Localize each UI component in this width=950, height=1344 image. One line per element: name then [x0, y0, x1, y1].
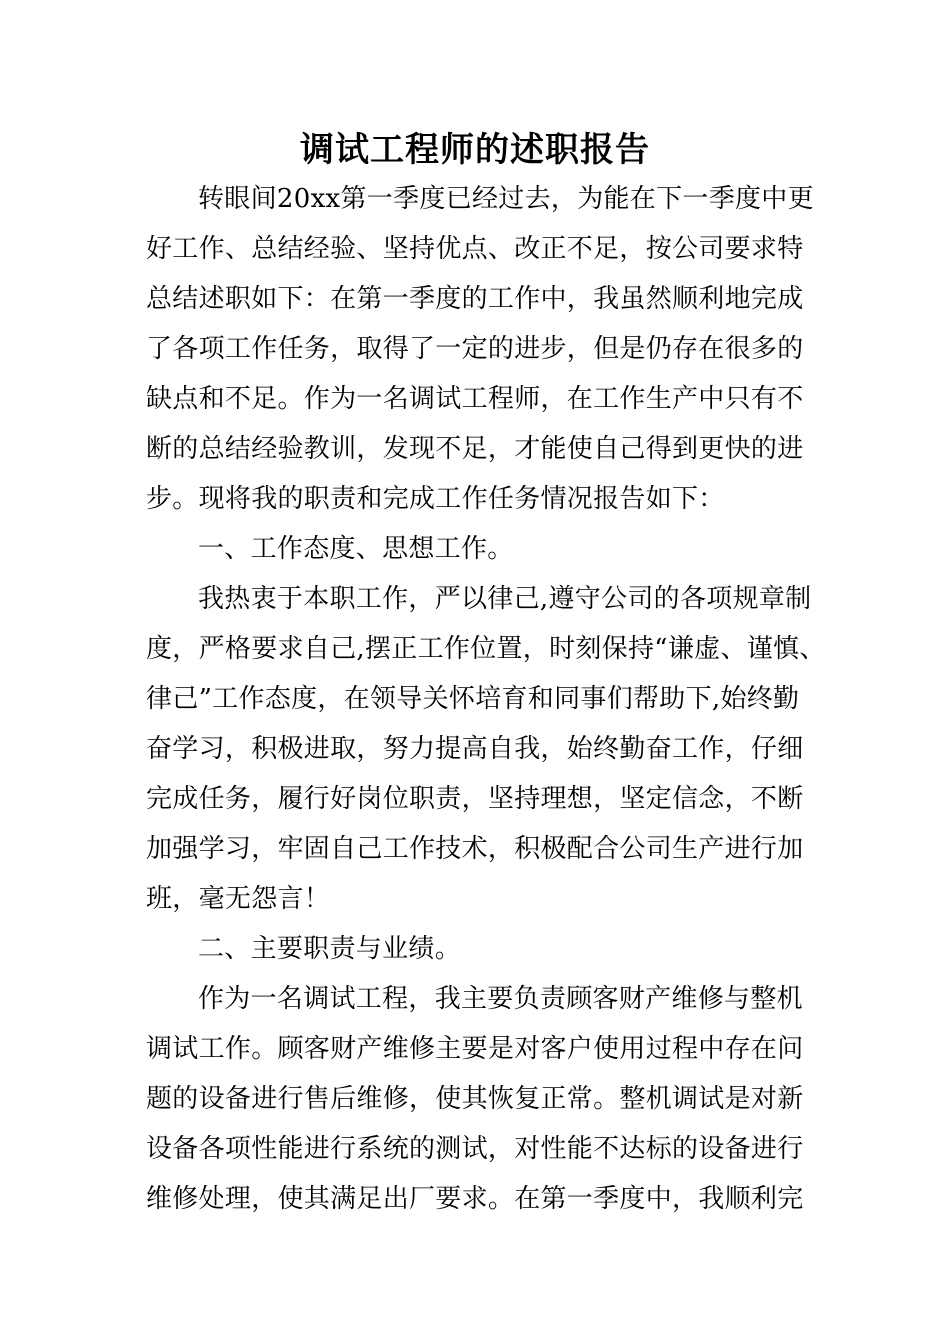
paragraph-line: 我热衷于本职工作，严以律己,遵守公司的各项规章制 — [198, 584, 812, 614]
paragraph-line: 奋学习，积极进取，努力提高自我，始终勤奋工作，仔细 — [146, 734, 804, 764]
paragraph-line: 总结述职如下：在第一季度的工作中，我虽然顺利地完成 — [146, 284, 804, 314]
document-title: 调试工程师的述职报告 — [300, 130, 650, 170]
paragraph-line: 维修处理，使其满足出厂要求。在第一季度中，我顺利完 — [146, 1184, 804, 1214]
section-heading: 二、主要职责与业绩。 — [198, 934, 462, 964]
paragraph-line: 设备各项性能进行系统的测试，对性能不达标的设备进行 — [146, 1134, 804, 1164]
section-heading: 一、工作态度、思想工作。 — [198, 534, 514, 564]
paragraph-line: 了各项工作任务，取得了一定的进步，但是仍存在很多的 — [146, 334, 804, 364]
paragraph-line: 转眼间20xx第一季度已经过去，为能在下一季度中更 — [198, 184, 814, 214]
paragraph-line: 加强学习，牢固自己工作技术，积极配合公司生产进行加 — [146, 834, 804, 864]
paragraph-line: 题的设备进行售后维修，使其恢复正常。整机调试是对新 — [146, 1084, 804, 1114]
document-body — [146, 174, 826, 1224]
paragraph-line: 完成任务，履行好岗位职责，坚持理想，坚定信念，不断 — [146, 784, 804, 814]
paragraph-line: 班，毫无怨言！ — [146, 884, 331, 914]
paragraph-line: 好工作、总结经验、坚持优点、改正不足，按公司要求特 — [146, 234, 804, 264]
paragraph-line: 步。现将我的职责和完成工作任务情况报告如下： — [146, 484, 725, 514]
paragraph-line: 作为一名调试工程，我主要负责顾客财产维修与整机 — [198, 984, 803, 1014]
paragraph-line: 律己”工作态度，在领导关怀培育和同事们帮助下,始终勤 — [146, 684, 800, 714]
paragraph-line: 缺点和不足。作为一名调试工程师，在工作生产中只有不 — [146, 384, 804, 414]
paragraph-line: 度，严格要求自己,摆正工作位置，时刻保持“谦虚、谨慎、 — [146, 634, 826, 664]
paragraph-line: 断的总结经验教训，发现不足，才能使自己得到更快的进 — [146, 434, 804, 464]
paragraph-line: 调试工作。顾客财产维修主要是对客户使用过程中存在问 — [146, 1034, 804, 1064]
